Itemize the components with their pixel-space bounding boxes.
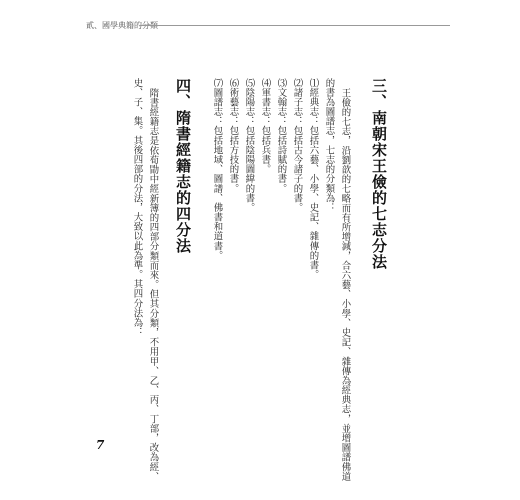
section-3-line-2: 的書為圖譜志，七志的分類為： [323, 78, 335, 213]
section-3-item-4: ⑷軍書志：包括兵書。 [259, 78, 271, 174]
section-3-item-7: ⑺圖譜志：包括地域、圖譜、佛書和道書。 [211, 78, 223, 261]
section-3-item-6: ⑹術藝志：包括方技的書。 [227, 78, 239, 194]
header-divider [140, 25, 450, 26]
section-3-line-1: 王儉的七志，沿劉歆的七略而有所增減，合六藝、小學、史記、雜傳為經典志，並增圖譜佛道 [339, 88, 351, 482]
section-3-item-1: ⑴經典志：包括六藝、小學、史記、雜傳的書。 [307, 78, 319, 280]
section-3-heading: 三、南朝宋王儉的七志分法 [370, 78, 388, 270]
page-number: 7 [96, 438, 105, 452]
running-header: 貳、國學典籍的分類 [86, 21, 158, 30]
section-4-line-2: 史、子、集。其後四部的分法，大致以此為準。其四分法為： [131, 78, 143, 337]
section-4-heading: 四、隋書經籍志的四分法 [174, 78, 192, 254]
section-3-item-5: ⑸陰陽志：包括陰陽圖緯的書。 [243, 78, 255, 213]
section-4-line-1: 隋書經籍志是依荀勖中經新簿的四部分類而來。但其分類，不用甲、乙、丙、丁部，改為經、 [147, 88, 159, 482]
section-3-item-2: ⑵諸子志：包括古今諸子的書。 [291, 78, 303, 213]
section-3-item-3: ⑶文翰志：包括詩賦的書。 [275, 78, 287, 194]
